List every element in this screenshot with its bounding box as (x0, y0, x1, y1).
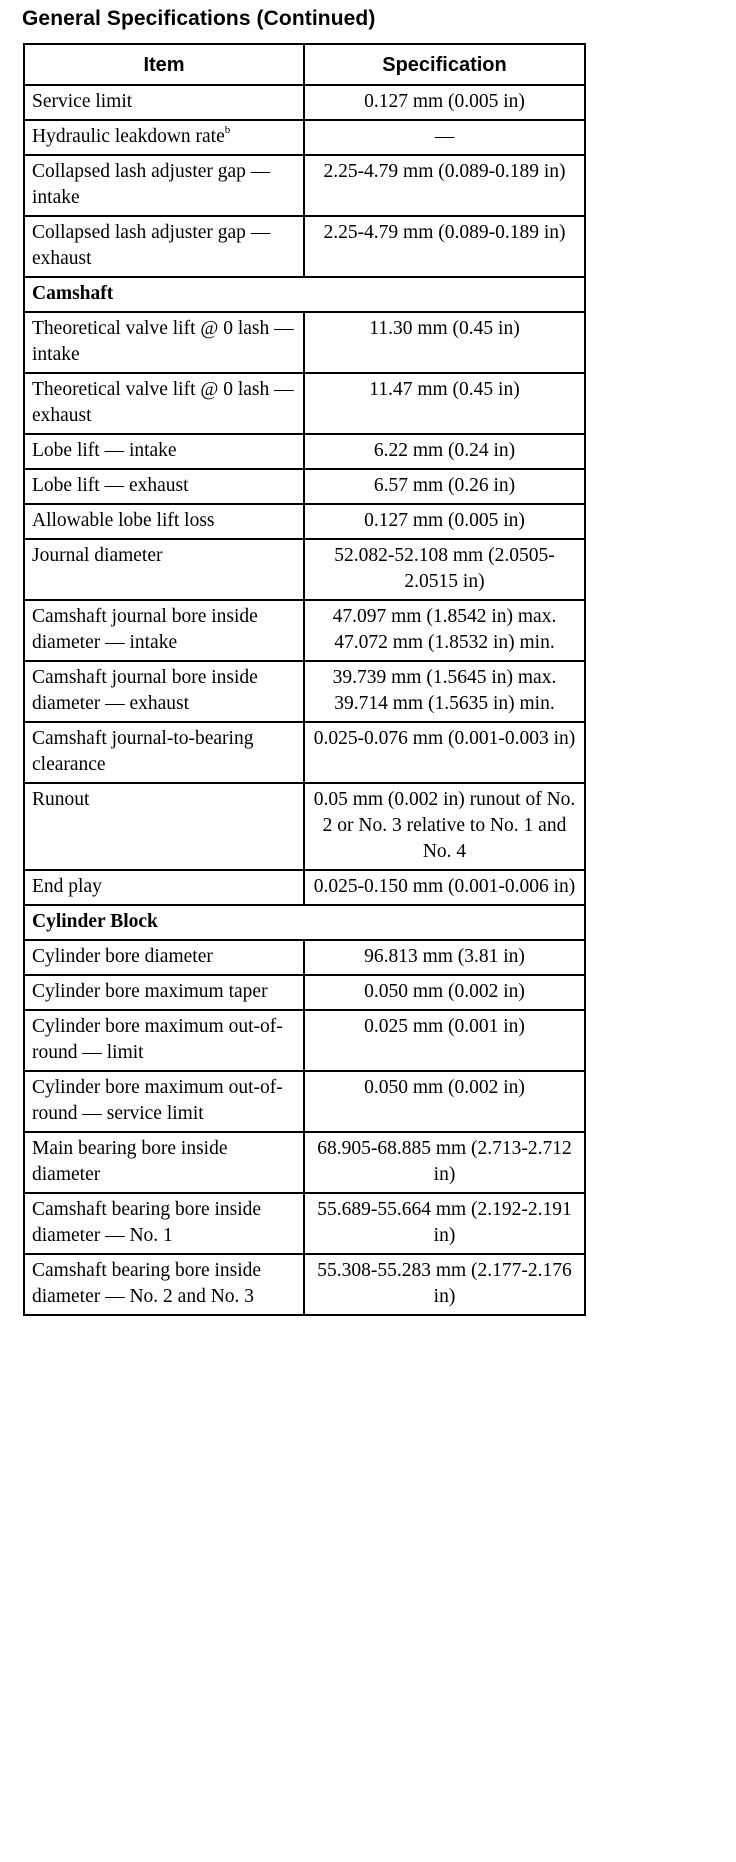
item-cell (24, 434, 304, 469)
column-header-item: Item (24, 44, 304, 85)
table-row (24, 504, 585, 539)
section-row (24, 905, 585, 940)
item-label: Theoretical valve lift @ 0 lash — intake (32, 318, 294, 365)
table-row (24, 469, 585, 504)
item-cell (24, 600, 304, 661)
specification-cell: 2.25-4.79 mm (0.089-0.189 in) (304, 216, 585, 277)
item-label: Cylinder bore maximum out-of-round — service limit (32, 1077, 283, 1124)
item-cell (24, 661, 304, 722)
table-row (24, 940, 585, 975)
specification-cell: 0.025 mm (0.001 in) (304, 1010, 585, 1071)
item-label: Hydraulic leakdown rate (32, 126, 225, 147)
specification-cell: 0.050 mm (0.002 in) (304, 975, 585, 1010)
specifications-table (23, 43, 586, 1316)
item-label: End play (32, 876, 102, 897)
item-label: Cylinder bore maximum out-of-round — limit (32, 1016, 283, 1063)
item-cell (24, 85, 304, 120)
table-row (24, 1071, 585, 1132)
item-label: Cylinder bore diameter (32, 946, 213, 967)
table-body (24, 85, 585, 1315)
specification-cell: 52.082-52.108 mm (2.0505-2.0515 in) (304, 539, 585, 600)
item-label: Collapsed lash adjuster gap — intake (32, 161, 271, 208)
specification-cell: 55.308-55.283 mm (2.177-2.176 in) (304, 1254, 585, 1315)
table-row (24, 85, 585, 120)
table-row (24, 600, 585, 661)
item-label: Camshaft bearing bore inside diameter — No. 2 and No. 3 (32, 1260, 262, 1307)
specification-cell: 0.05 mm (0.002 in) runout of No. 2 or No. 3 relative to No. 1 and No. 4 (304, 783, 585, 870)
table-row (24, 1132, 585, 1193)
specification-cell: 96.813 mm (3.81 in) (304, 940, 585, 975)
table-row (24, 1010, 585, 1071)
section-row (24, 277, 585, 312)
item-cell (24, 373, 304, 434)
table-header-row (24, 44, 585, 85)
item-label: Service limit (32, 91, 133, 112)
table-row (24, 870, 585, 905)
table-row (24, 373, 585, 434)
table-row (24, 1193, 585, 1254)
item-label: Lobe lift — exhaust (32, 475, 189, 496)
table-row (24, 722, 585, 783)
specification-cell: 0.127 mm (0.005 in) (304, 85, 585, 120)
item-label: Allowable lobe lift loss (32, 510, 215, 531)
item-label: Theoretical valve lift @ 0 lash — exhaust (32, 379, 294, 426)
specification-cell: 39.739 mm (1.5645 in) max. 39.714 mm (1.5635 in) min. (304, 661, 585, 722)
item-cell (24, 1193, 304, 1254)
specification-cell: 11.30 mm (0.45 in) (304, 312, 585, 373)
section-heading: Cylinder Block (24, 905, 585, 940)
item-label: Collapsed lash adjuster gap — exhaust (32, 222, 271, 269)
item-cell (24, 783, 304, 870)
item-cell (24, 216, 304, 277)
item-cell (24, 312, 304, 373)
footnote-marker: b (224, 123, 231, 136)
section-heading: Camshaft (24, 277, 585, 312)
item-label: Camshaft journal bore inside diameter — intake (32, 606, 258, 653)
column-header-specification: Specification (304, 44, 585, 85)
table-row (24, 539, 585, 600)
item-label: Cylinder bore maximum taper (32, 981, 268, 1002)
specification-cell: 11.47 mm (0.45 in) (304, 373, 585, 434)
item-cell (24, 1010, 304, 1071)
specification-cell: 6.22 mm (0.24 in) (304, 434, 585, 469)
specification-cell: — (304, 120, 585, 155)
item-label: Journal diameter (32, 545, 163, 566)
item-label: Camshaft journal bore inside diameter — exhaust (32, 667, 258, 714)
table-row (24, 434, 585, 469)
specification-cell: 0.127 mm (0.005 in) (304, 504, 585, 539)
item-cell (24, 1132, 304, 1193)
table-row (24, 312, 585, 373)
specification-cell: 6.57 mm (0.26 in) (304, 469, 585, 504)
item-cell (24, 870, 304, 905)
item-cell (24, 120, 304, 155)
item-label: Camshaft journal-to-bearing clearance (32, 728, 254, 775)
table-row (24, 155, 585, 216)
item-cell (24, 940, 304, 975)
specification-cell: 0.050 mm (0.002 in) (304, 1071, 585, 1132)
item-cell (24, 1254, 304, 1315)
specification-cell: 0.025-0.076 mm (0.001-0.003 in) (304, 722, 585, 783)
table-row (24, 1254, 585, 1315)
item-label: Runout (32, 789, 90, 810)
item-label: Camshaft bearing bore inside diameter — No. 1 (32, 1199, 262, 1246)
table-row (24, 975, 585, 1010)
table-row (24, 216, 585, 277)
item-cell (24, 539, 304, 600)
item-cell (24, 722, 304, 783)
item-cell (24, 155, 304, 216)
item-cell (24, 975, 304, 1010)
item-cell (24, 1071, 304, 1132)
table-row (24, 661, 585, 722)
specification-cell: 47.097 mm (1.8542 in) max. 47.072 mm (1.8532 in) min. (304, 600, 585, 661)
item-cell (24, 469, 304, 504)
specification-cell: 2.25-4.79 mm (0.089-0.189 in) (304, 155, 585, 216)
item-label: Main bearing bore inside diameter (32, 1138, 228, 1185)
table-row (24, 783, 585, 870)
specification-cell: 55.689-55.664 mm (2.192-2.191 in) (304, 1193, 585, 1254)
table-row (24, 120, 585, 155)
item-label: Lobe lift — intake (32, 440, 177, 461)
specification-cell: 68.905-68.885 mm (2.713-2.712 in) (304, 1132, 585, 1193)
page-title: General Specifications (Continued) (22, 7, 376, 30)
specification-cell: 0.025-0.150 mm (0.001-0.006 in) (304, 870, 585, 905)
item-cell (24, 504, 304, 539)
